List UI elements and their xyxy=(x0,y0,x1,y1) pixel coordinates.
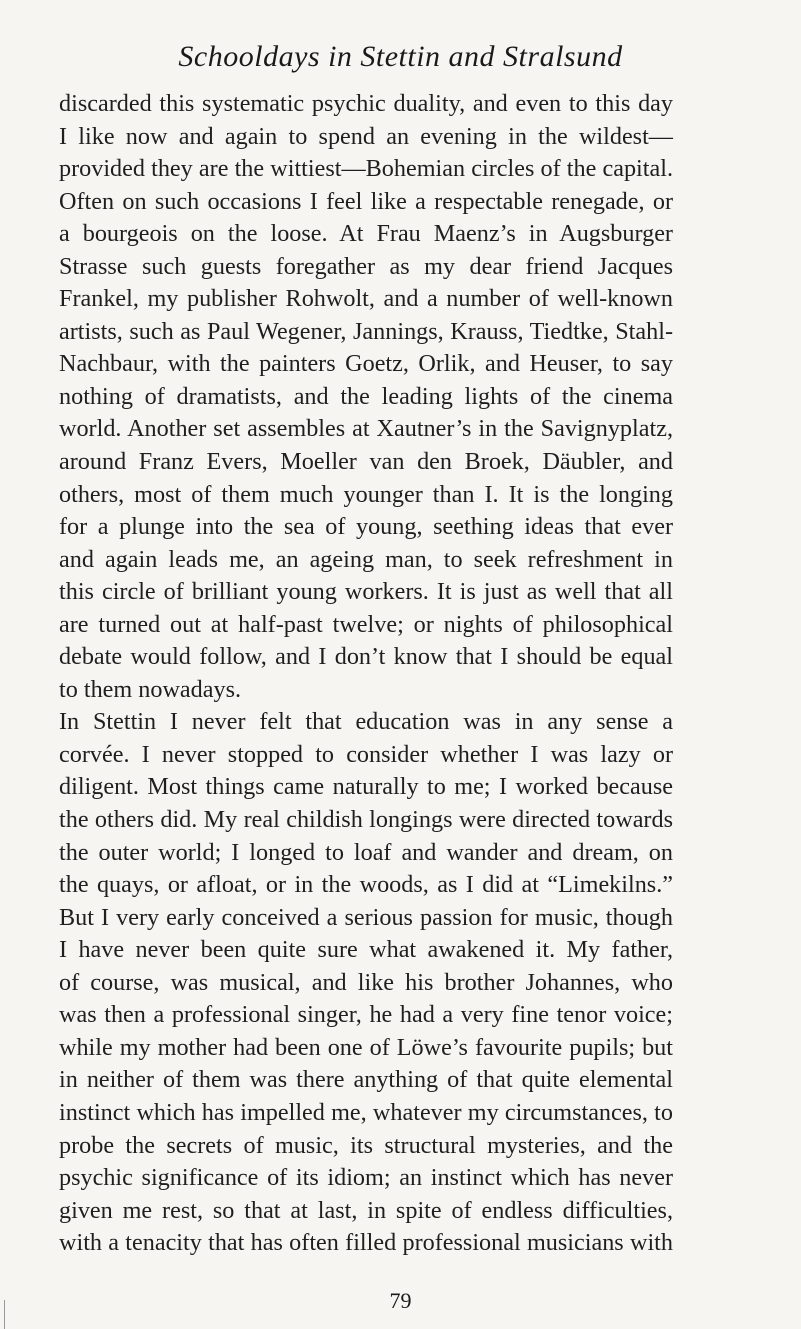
text-line: around Franz Evers, Moeller van den Broek, Däubler, and xyxy=(59,448,673,476)
text-line: provided they are the wittiest—Bohemian circles of the capital. xyxy=(59,155,673,183)
text-line: others, most of them much younger than I. It is the longing xyxy=(59,480,673,508)
text-line: are turned out at half-past twelve; or nights of philosophical xyxy=(59,610,673,638)
text-line: diligent. Most things came naturally to me; I worked because xyxy=(59,773,673,801)
text-line: and again leads me, an ageing man, to seek refreshment in xyxy=(59,545,673,573)
text-line: the outer world; I longed to loaf and wander and dream, on xyxy=(59,838,673,866)
text-line: Often on such occasions I feel like a respectable renegade, or xyxy=(59,187,673,215)
text-line: a bourgeois on the loose. At Frau Maenz’s in Augsburger xyxy=(59,220,673,248)
text-line: psychic significance of its idiom; an instinct which has never xyxy=(59,1164,673,1192)
text-line: in neither of them was there anything of that quite elemental xyxy=(59,1066,673,1094)
text-line: I like now and again to spend an evening in the wildest— xyxy=(59,122,673,150)
text-line: instinct which has impelled me, whatever my circumstances, to xyxy=(59,1098,673,1126)
text-line: discarded this systematic psychic duality, and even to this day xyxy=(59,90,673,117)
text-line: Frankel, my publisher Rohwolt, and a number of well-known xyxy=(59,285,673,313)
text-line: But I very early conceived a serious passion for music, though xyxy=(59,903,673,931)
text-line: the others did. My real childish longings were directed towards xyxy=(59,806,673,834)
running-head: Schooldays in Stettin and Stralsund xyxy=(178,40,623,73)
text-line: given me rest, so that at last, in spite of endless difficulties, xyxy=(59,1196,673,1224)
page-number: 79 xyxy=(389,1288,412,1313)
text-line: I have never been quite sure what awakened it. My father, xyxy=(59,936,673,964)
text-line: artists, such as Paul Wegener, Jannings, Krauss, Tiedtke, Stahl- xyxy=(59,317,673,345)
text-line: debate would follow, and I don’t know that I should be equal xyxy=(59,643,673,671)
text-line: Strasse such guests foregather as my dear friend Jacques xyxy=(59,252,673,280)
text-line: this circle of brilliant young workers. It is just as well that all xyxy=(59,578,673,606)
page-edge-divider xyxy=(4,1300,5,1329)
text-line: world. Another set assembles at Xautner’s in the Savignyplatz, xyxy=(59,415,673,443)
text-line: probe the secrets of music, its structural mysteries, and the xyxy=(59,1131,673,1159)
text-line: the quays, or afloat, or in the woods, as I did at “Limekilns.” xyxy=(59,871,673,899)
text-line: for a plunge into the sea of young, seething ideas that ever xyxy=(59,513,673,541)
text-line: In Stettin I never felt that education was in any sense a xyxy=(59,708,673,736)
text-line: nothing of dramatists, and the leading lights of the cinema xyxy=(59,382,673,410)
body-text xyxy=(59,88,673,1260)
text-line: was then a professional singer, he had a very fine tenor voice; xyxy=(59,1001,673,1029)
text-line: with a tenacity that has often filled professional musicians with xyxy=(59,1229,673,1257)
text-line: to them nowadays. xyxy=(59,675,242,703)
text-line: Nachbaur, with the painters Goetz, Orlik, and Heuser, to say xyxy=(59,350,673,378)
text-line: while my mother had been one of Löwe’s favourite pupils; but xyxy=(59,1033,673,1061)
text-line: of course, was musical, and like his brother Johannes, who xyxy=(59,968,673,996)
text-line: corvée. I never stopped to consider whether I was lazy or xyxy=(59,740,673,768)
